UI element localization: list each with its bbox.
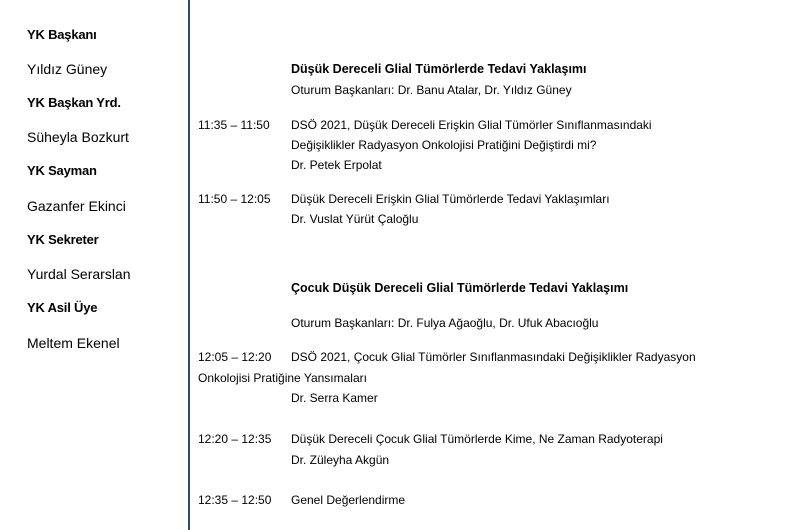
board-role-treasurer: YK Sayman (27, 163, 97, 178)
talk-time: 12:05 – 12:20 (198, 350, 272, 364)
session-title: Çocuk Düşük Dereceli Glial Tümörlerde Tedavi Yaklaşımı (291, 281, 629, 295)
talk-time: 11:50 – 12:05 (198, 192, 271, 206)
board-role-secretary: YK Sekreter (27, 232, 99, 247)
board-member-member: Meltem Ekenel (27, 335, 120, 351)
talk-speaker: Dr. Züleyha Akgün (291, 453, 390, 467)
session-title: Düşük Dereceli Glial Tümörlerde Tedavi Yaklaşımı (291, 62, 587, 76)
talk-title: Genel Değerlendirme (291, 493, 406, 507)
talk-title: Düşük Dereceli Erişkin Glial Tümörlerde Tedavi Yaklaşımları (291, 192, 610, 206)
board-member-president: Yıldız Güney (27, 61, 108, 77)
board-role-president: YK Başkanı (27, 27, 97, 42)
board-member-secretary: Yurdal Serarslan (27, 266, 131, 282)
board-role-vice-president: YK Başkan Yrd. (27, 95, 121, 110)
talk-title-continued: Onkolojisi Pratiğine Yansımaları (198, 371, 367, 385)
talk-title: DSÖ 2021, Çocuk Glial Tümörler Sınıflanmasındaki Değişiklikler Radyasyon (291, 350, 696, 364)
board-role-member: YK Asil Üye (27, 300, 98, 315)
talk-title: Düşük Dereceli Çocuk Glial Tümörlerde Kime, Ne Zaman Radyoterapi (291, 432, 663, 446)
board-member-treasurer: Gazanfer Ekinci (27, 198, 126, 214)
session-chairs: Oturum Başkanları: Dr. Banu Atalar, Dr. Yıldız Güney (291, 83, 572, 97)
talk-time: 12:20 – 12:35 (198, 432, 272, 446)
talk-title-continued: Değişiklikler Radyasyon Onkolojisi Pratiğini Değiştirdi mi? (291, 138, 597, 152)
talk-title: DSÖ 2021, Düşük Dereceli Erişkin Glial Tümörler Sınıflanmasındaki (291, 118, 652, 132)
session-chairs: Oturum Başkanları: Dr. Fulya Ağaoğlu, Dr. Ufuk Abacıoğlu (291, 316, 599, 330)
board-member-vice-president: Süheyla Bozkurt (27, 129, 129, 145)
talk-time: 11:35 – 11:50 (198, 118, 270, 132)
talk-time: 12:35 – 12:50 (198, 493, 272, 507)
talk-speaker: Dr. Serra Kamer (291, 391, 378, 405)
talk-speaker: Dr. Petek Erpolat (291, 158, 382, 172)
talk-speaker: Dr. Vuslat Yürüt Çaloğlu (291, 212, 419, 226)
